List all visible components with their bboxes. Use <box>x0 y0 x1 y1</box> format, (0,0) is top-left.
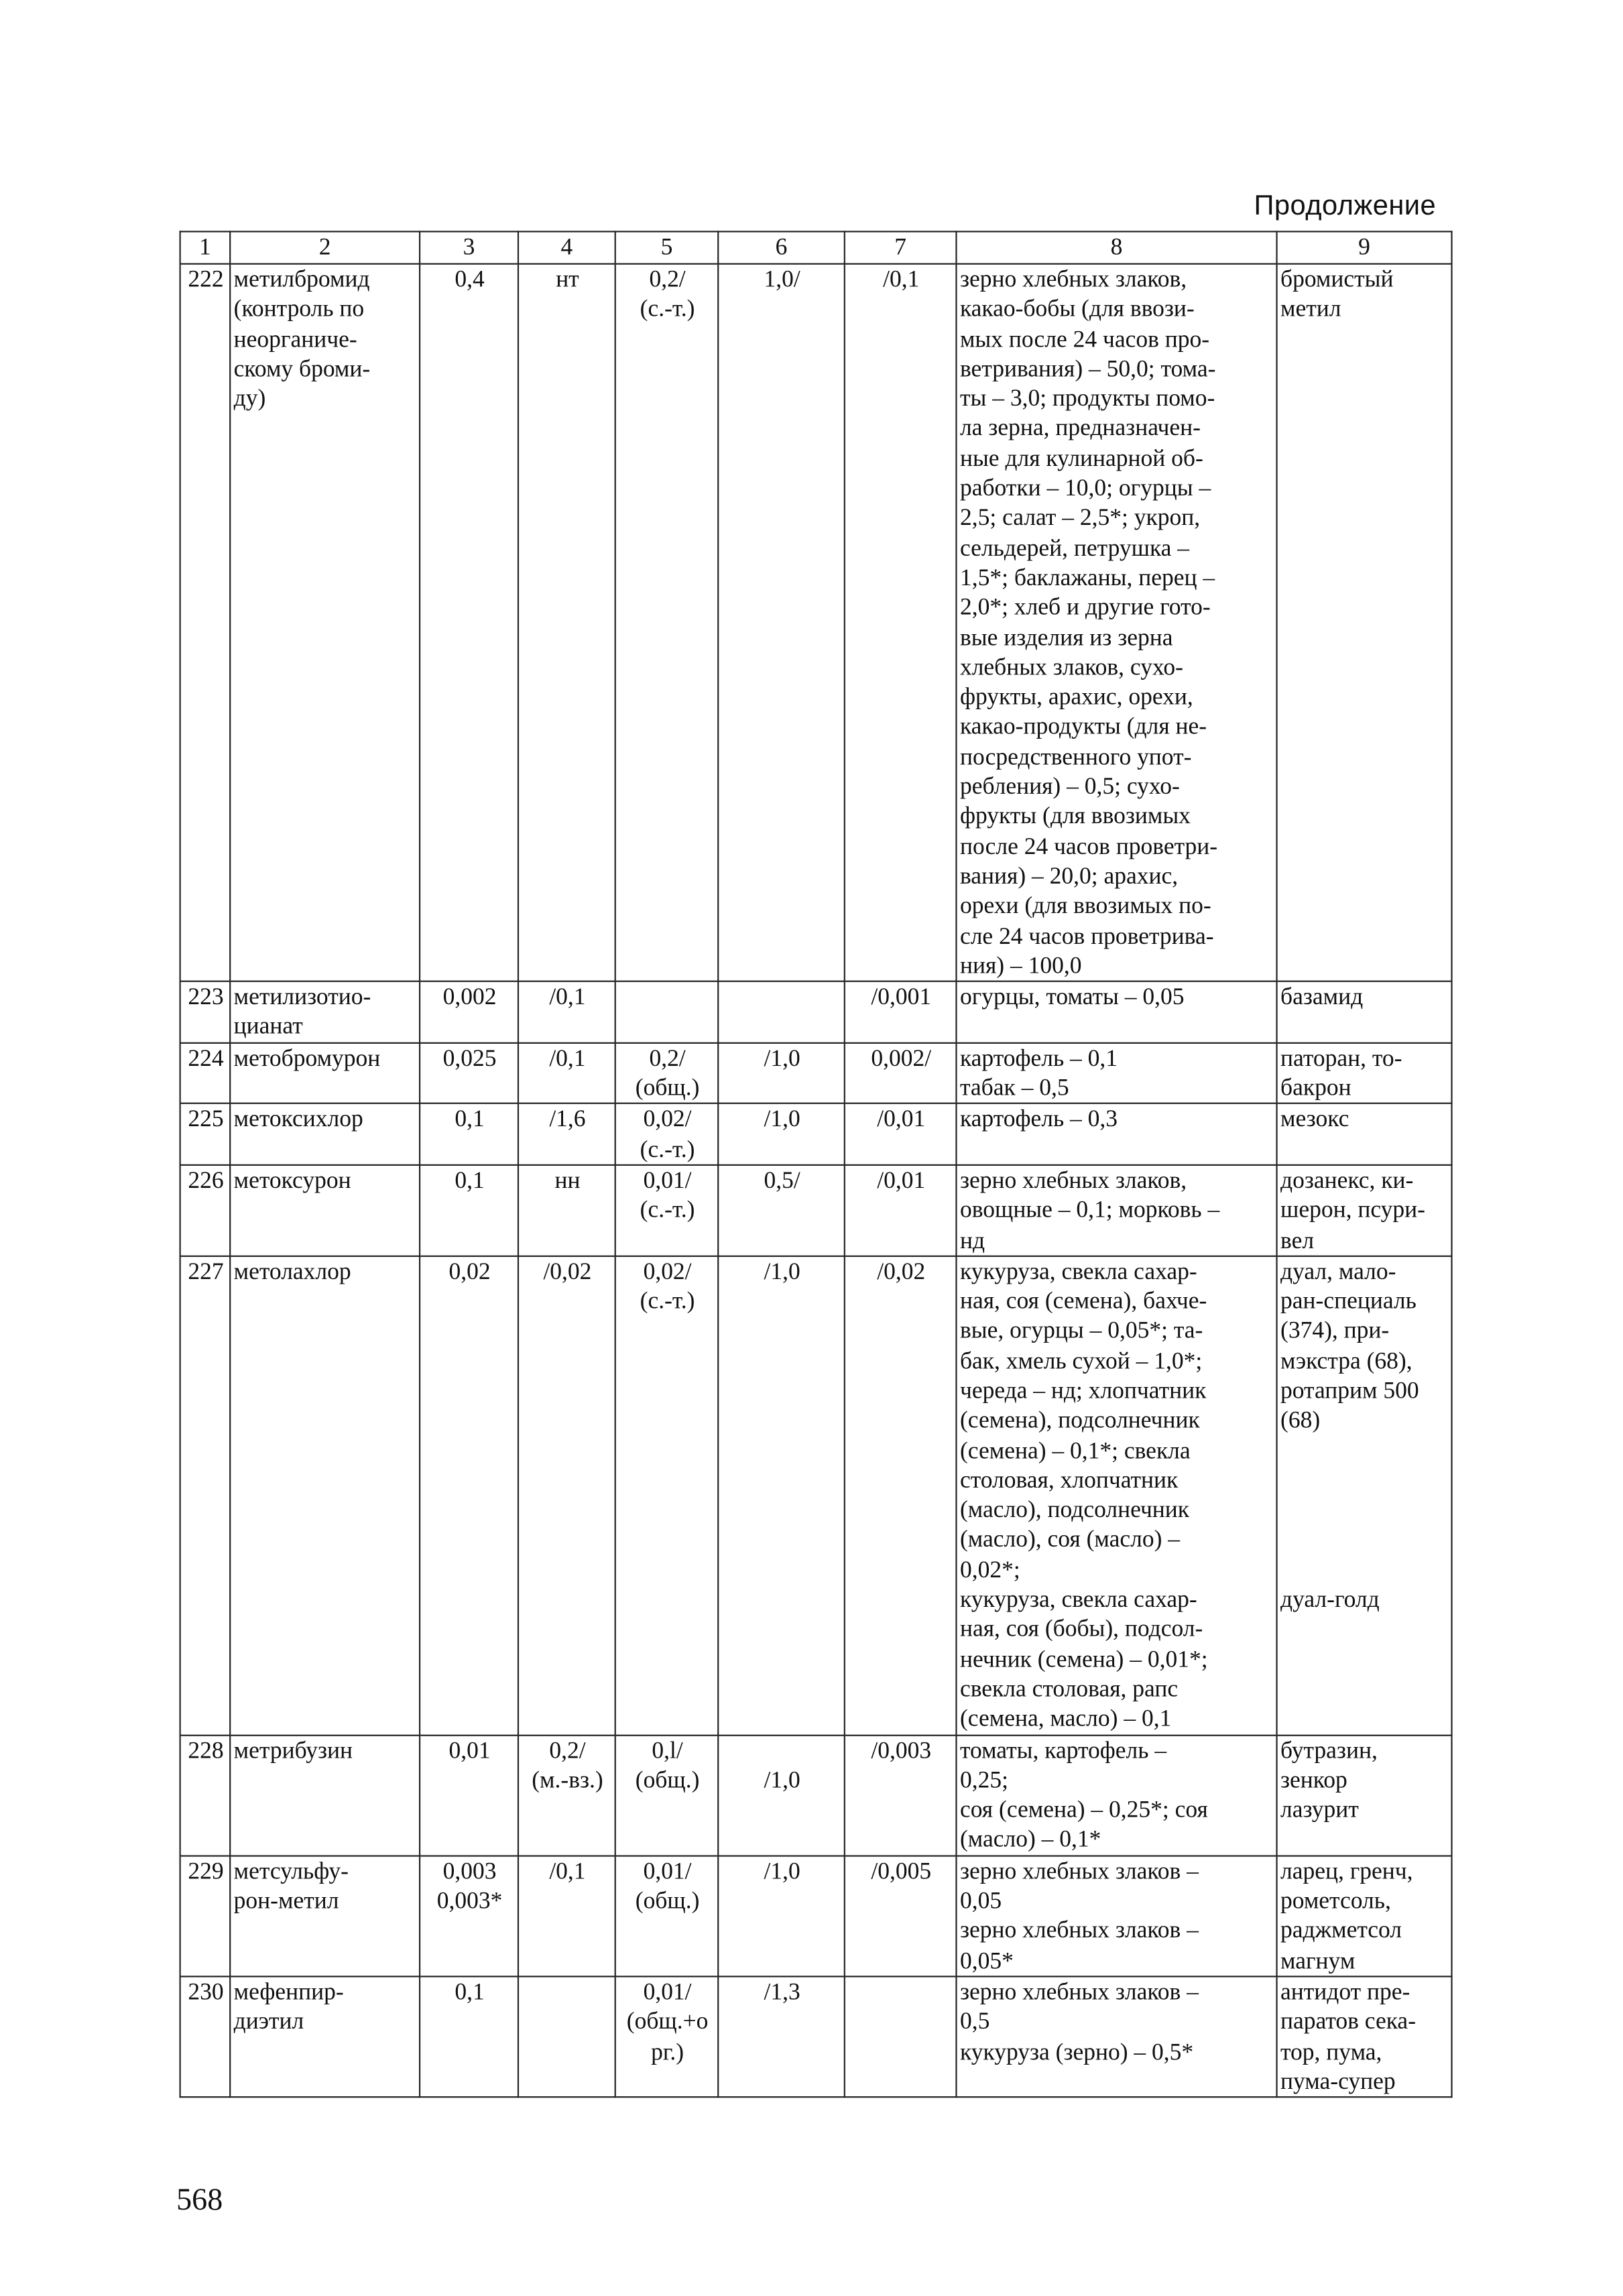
cell-preparations <box>1277 1856 1452 1976</box>
cell-text-line: /1,0 <box>764 1766 800 1793</box>
column-header: 8 <box>956 231 1276 263</box>
cell-text-line: (масло), подсолнечник <box>959 1496 1190 1524</box>
cell-text-line: /0,01 <box>877 1166 926 1194</box>
cell-text-line <box>722 1736 843 1766</box>
cell-text-line: мэкстра (68), <box>1280 1347 1412 1374</box>
cell-text-line: 0,05 <box>959 1887 1002 1915</box>
cell-col4 <box>518 1735 615 1856</box>
cell-text-line: /0,003 <box>871 1737 932 1764</box>
cell-text-line: /1,0 <box>764 1858 800 1884</box>
cell-text-line: свекла столовая, рапс <box>959 1675 1179 1703</box>
cell-text-line: нечник (семена) – 0,01*; <box>959 1646 1208 1673</box>
cell-text-line: ная, соя (бобы), подсол- <box>959 1616 1203 1643</box>
cell-text-line: 226 <box>188 1166 224 1194</box>
cell-text-line: 0,01 <box>448 1737 491 1764</box>
cell-col4 <box>518 1103 615 1164</box>
cell-substance-name <box>230 1165 420 1256</box>
cell-preparations <box>1277 1103 1452 1164</box>
cell-col5 <box>615 1976 719 2097</box>
cell-col6 <box>718 1735 845 1856</box>
cell-text-line: после 24 часов проветри- <box>959 833 1218 860</box>
cell-text-line: сле 24 часов проветрива- <box>959 922 1214 949</box>
cell-col3 <box>420 1165 518 1256</box>
cell-text-line: 0,002/ <box>871 1044 932 1072</box>
cell-text-line: (м.-вз.) <box>532 1766 603 1793</box>
cell-text-line: 0,4 <box>455 265 485 293</box>
cell-text-line: /0,02 <box>543 1258 592 1285</box>
table-row <box>180 1856 1452 1976</box>
cell-text-line: бутразин, <box>1280 1737 1378 1764</box>
cell-number <box>180 1976 231 2097</box>
cell-text-line: антидот пре- <box>1280 1978 1410 2005</box>
cell-text-line: 0,2/ <box>549 1737 586 1764</box>
cell-text-line: ла зерна, предназначен- <box>959 415 1201 442</box>
cell-text-line: лазурит <box>1280 1797 1359 1823</box>
cell-col5 <box>615 1042 719 1103</box>
cell-col6 <box>718 1165 845 1256</box>
cell-number <box>180 264 231 981</box>
pesticide-table <box>180 231 1453 2098</box>
cell-substance-name <box>230 264 420 981</box>
cell-text-line: 0,02/ <box>643 1105 692 1133</box>
cell-text-line: работки – 10,0; огурцы – <box>959 475 1211 501</box>
cell-products-mrl <box>956 264 1276 981</box>
cell-preparations <box>1277 1165 1452 1256</box>
cell-text-line: скому броми- <box>233 355 371 382</box>
cell-products-mrl <box>956 1103 1276 1164</box>
cell-text-line: ты – 3,0; продукты помо- <box>959 385 1215 412</box>
cell-text-line: 230 <box>188 1978 224 2005</box>
cell-text-line: (общ.) <box>635 1766 700 1793</box>
cell-text-line: зенкор <box>1280 1766 1347 1793</box>
cell-col6 <box>718 1256 845 1734</box>
cell-products-mrl <box>956 1735 1276 1856</box>
cell-text-line: пума-супер <box>1280 2067 1396 2095</box>
cell-text-line: диэтил <box>233 2008 304 2035</box>
cell-text-line: неорганиче- <box>233 325 357 353</box>
cell-text-line: 0,003 <box>442 1858 497 1884</box>
cell-col6 <box>718 264 845 981</box>
cell-substance-name <box>230 1256 420 1734</box>
cell-text-line: метилбромид <box>233 265 370 293</box>
cell-text-line: посредственного упот- <box>959 743 1192 770</box>
cell-col3 <box>420 1103 518 1164</box>
cell-number <box>180 981 231 1042</box>
cell-col7 <box>845 981 957 1042</box>
cell-text-line: магнум <box>1280 1947 1356 1974</box>
column-header: 7 <box>845 231 957 263</box>
cell-text-line: картофель – 0,3 <box>959 1105 1118 1133</box>
cell-text-line: метолахлор <box>233 1258 351 1285</box>
cell-text-line: 2,5; салат – 2,5*; укроп, <box>959 504 1201 532</box>
cell-col5 <box>615 1735 719 1856</box>
cell-text-line: (с.-т.) <box>640 1136 695 1162</box>
cell-text-line: столовая, хлопчатник <box>959 1467 1179 1494</box>
cell-text-line: ния) – 100,0 <box>959 952 1082 979</box>
cell-text-line: 0,025 <box>442 1044 497 1072</box>
cell-text-line: /1,6 <box>549 1105 586 1133</box>
table-row <box>180 1735 1452 1856</box>
cell-text-line: 0,02/ <box>643 1258 692 1285</box>
cell-substance-name <box>230 1042 420 1103</box>
cell-col6 <box>718 1976 845 2097</box>
cell-text-line: базамид <box>1280 983 1364 1010</box>
cell-col4 <box>518 1976 615 2097</box>
cell-text-line: зерно хлебных злаков – <box>959 1858 1199 1884</box>
cell-text-line: /1,0 <box>764 1258 800 1285</box>
cell-col6 <box>718 1042 845 1103</box>
cell-col5 <box>615 1856 719 1976</box>
cell-text-line: 1,0/ <box>764 265 800 293</box>
cell-col7 <box>845 1256 957 1734</box>
cell-col7 <box>845 264 957 981</box>
cell-text-line: паратов сека- <box>1280 2008 1417 2035</box>
cell-text-line: 0,01/ <box>643 1978 692 2005</box>
cell-text-line: рг.) <box>651 2038 684 2065</box>
cell-text-line: какао-продукты (для не- <box>959 713 1207 741</box>
cell-text-line: 225 <box>188 1105 224 1133</box>
cell-text-line: мезокс <box>1280 1105 1349 1133</box>
cell-text-line: ларец, гренч, <box>1280 1858 1413 1884</box>
cell-col7 <box>845 1856 957 1976</box>
cell-text-line: соя (семена) – 0,25*; соя <box>959 1797 1208 1823</box>
cell-text-line: 2,0*; хлеб и другие гото- <box>959 594 1211 621</box>
cell-text-line: (с.-т.) <box>640 1197 695 1223</box>
cell-text-line: зерно хлебных злаков, <box>959 265 1187 293</box>
cell-text-line: /1,0 <box>764 1105 800 1133</box>
cell-text-line: метрибузин <box>233 1737 353 1764</box>
cell-number <box>180 1103 231 1164</box>
cell-text-line: ная, соя (семена), бахче- <box>959 1288 1207 1315</box>
table-row <box>180 1256 1452 1734</box>
cell-col5 <box>615 1165 719 1256</box>
cell-text-line: мефенпир- <box>233 1978 344 2005</box>
cell-text-line <box>1280 1496 1449 1526</box>
cell-text-line: (семена) – 0,1*; свекла <box>959 1437 1191 1464</box>
cell-preparations <box>1277 1256 1452 1734</box>
cell-text-line: дозанекс, ки- <box>1280 1166 1414 1194</box>
cell-text-line: вел <box>1280 1226 1315 1254</box>
cell-text-line <box>1280 1436 1449 1466</box>
cell-text-line: паторан, то- <box>1280 1044 1402 1072</box>
cell-col3 <box>420 1042 518 1103</box>
cell-text-line: (масло) – 0,1* <box>959 1826 1101 1854</box>
cell-text-line: зерно хлебных злаков, <box>959 1166 1187 1194</box>
page-number: 568 <box>176 2181 223 2217</box>
cell-text-line: 0,5 <box>959 2008 990 2035</box>
cell-text-line: (контроль по <box>233 296 365 322</box>
cell-text-line: (общ.) <box>635 1887 700 1915</box>
cell-col5 <box>615 264 719 981</box>
cell-text-line: 228 <box>188 1737 224 1764</box>
cell-text-line: 0,002 <box>442 983 497 1010</box>
cell-text-line <box>1280 1555 1449 1585</box>
cell-substance-name <box>230 1856 420 1976</box>
table-row <box>180 981 1452 1042</box>
cell-text-line: цианат <box>233 1013 303 1040</box>
cell-text-line: 222 <box>188 265 224 293</box>
cell-text-line: /0,1 <box>549 1858 586 1884</box>
cell-text-line: 229 <box>188 1858 224 1884</box>
cell-text-line: 224 <box>188 1044 224 1072</box>
cell-text-line: (с.-т.) <box>640 1288 695 1315</box>
cell-text-line: 0,5/ <box>764 1166 800 1194</box>
cell-text-line: 0,l/ <box>652 1737 683 1764</box>
cell-text-line: раджметсол <box>1280 1917 1402 1944</box>
cell-text-line: овощные – 0,1; морковь – <box>959 1197 1220 1223</box>
column-header: 2 <box>230 231 420 263</box>
cell-text-line: /1,0 <box>764 1044 800 1072</box>
cell-text-line: вания) – 20,0; арахис, <box>959 863 1179 890</box>
cell-text-line: рометсоль, <box>1280 1887 1391 1915</box>
cell-col4 <box>518 1042 615 1103</box>
cell-text-line: 0,02*; <box>959 1556 1020 1583</box>
cell-col4 <box>518 1256 615 1734</box>
cell-col6 <box>718 981 845 1042</box>
cell-col3 <box>420 1735 518 1856</box>
cell-text-line: нд <box>959 1226 985 1254</box>
cell-text-line: (374), при- <box>1280 1317 1390 1345</box>
cell-col7 <box>845 1103 957 1164</box>
cell-text-line: /0,1 <box>549 983 586 1010</box>
cell-substance-name <box>230 981 420 1042</box>
cell-text-line: 223 <box>188 983 224 1010</box>
cell-text-line: бромистый <box>1280 265 1394 293</box>
cell-text-line: сельдерей, петрушка – <box>959 534 1190 561</box>
cell-text-line: 0,1 <box>455 1978 485 2005</box>
cell-text-line: метсульфу- <box>233 1858 349 1884</box>
column-header: 5 <box>615 231 719 263</box>
column-header: 3 <box>420 231 518 263</box>
cell-text-line: зерно хлебных злаков – <box>959 1978 1199 2005</box>
cell-text-line: 0,01/ <box>643 1858 692 1884</box>
cell-preparations <box>1277 981 1452 1042</box>
cell-products-mrl <box>956 981 1276 1042</box>
cell-text-line: тор, пума, <box>1280 2038 1382 2065</box>
cell-text-line: нн <box>554 1166 581 1194</box>
cell-text-line: (68) <box>1280 1407 1321 1434</box>
cell-text-line: (семена), подсолнечник <box>959 1407 1200 1434</box>
cell-text-line: зерно хлебных злаков – <box>959 1917 1199 1944</box>
cell-products-mrl <box>956 1856 1276 1976</box>
cell-text-line: вые изделия из зерна <box>959 624 1173 651</box>
cell-substance-name <box>230 1735 420 1856</box>
cell-text-line: метоксихлор <box>233 1105 363 1133</box>
cell-text-line: 0,05* <box>959 1947 1014 1974</box>
table-row <box>180 1103 1452 1164</box>
cell-text-line: какао-бобы (для ввози- <box>959 296 1195 322</box>
cell-text-line: 0,1 <box>455 1105 485 1133</box>
cell-text-line: томаты, картофель – <box>959 1737 1167 1764</box>
cell-col3 <box>420 1856 518 1976</box>
cell-text-line: /0,02 <box>877 1258 926 1285</box>
cell-text-line: ду) <box>233 385 266 412</box>
cell-number <box>180 1165 231 1256</box>
column-header: 4 <box>518 231 615 263</box>
cell-col7 <box>845 1042 957 1103</box>
cell-col5 <box>615 981 719 1042</box>
cell-text-line: вые, огурцы – 0,05*; та- <box>959 1317 1203 1345</box>
cell-text-line: (масло), соя (масло) – <box>959 1526 1181 1553</box>
cell-text-line: фрукты, арахис, орехи, <box>959 684 1193 711</box>
column-header: 1 <box>180 231 231 263</box>
cell-col6 <box>718 1103 845 1164</box>
cell-text-line: (с.-т.) <box>640 296 695 322</box>
cell-text-line: шерон, псури- <box>1280 1197 1425 1223</box>
cell-substance-name <box>230 1103 420 1164</box>
cell-text-line <box>1280 1465 1449 1496</box>
cell-text-line: /0,005 <box>871 1858 932 1884</box>
cell-col5 <box>615 1103 719 1164</box>
cell-col3 <box>420 264 518 981</box>
cell-text-line: 0,2/ <box>649 265 686 293</box>
table-header-row <box>180 231 1452 263</box>
cell-col4 <box>518 264 615 981</box>
cell-text-line: ветривания) – 50,0; тома- <box>959 355 1216 382</box>
cell-col3 <box>420 1256 518 1734</box>
cell-substance-name <box>230 1976 420 2097</box>
table-row <box>180 1042 1452 1103</box>
cell-text-line: метил <box>1280 296 1341 322</box>
cell-text-line: дуал-голд <box>1280 1586 1380 1613</box>
cell-text-line: огурцы, томаты – 0,05 <box>959 983 1185 1010</box>
cell-text-line: дуал, мало- <box>1280 1258 1396 1285</box>
cell-preparations <box>1277 264 1452 981</box>
table-row <box>180 1165 1452 1256</box>
cell-col7 <box>845 1735 957 1856</box>
cell-col4 <box>518 1856 615 1976</box>
cell-text-line: ран-специаль <box>1280 1288 1417 1315</box>
table-row <box>180 1976 1452 2097</box>
cell-text-line: (семена, масло) – 0,1 <box>959 1705 1172 1732</box>
cell-text-line: 1,5*; баклажаны, перец – <box>959 564 1215 591</box>
cell-text-line: орехи (для ввозимых по- <box>959 892 1211 920</box>
cell-text-line: череда – нд; хлопчатник <box>959 1377 1207 1404</box>
cell-products-mrl <box>956 1042 1276 1103</box>
cell-text-line: кукуруза, свекла сахар- <box>959 1258 1197 1285</box>
cell-products-mrl <box>956 1165 1276 1256</box>
cell-col7 <box>845 1165 957 1256</box>
cell-text-line: 0,2/ <box>649 1044 686 1072</box>
cell-text-line: бак, хмель сухой – 1,0*; <box>959 1347 1203 1374</box>
cell-text-line: метобромурон <box>233 1044 381 1072</box>
cell-text-line <box>1280 1525 1449 1555</box>
cell-col6 <box>718 1856 845 1976</box>
cell-col3 <box>420 1976 518 2097</box>
cell-text-line: 0,003* <box>436 1887 503 1915</box>
cell-col5 <box>615 1256 719 1734</box>
cell-text-line: нт <box>556 265 579 293</box>
cell-text-line: 0,25; <box>959 1766 1008 1793</box>
cell-text-line: /0,01 <box>877 1105 926 1133</box>
cell-text-line: (общ.) <box>635 1075 700 1101</box>
cell-text-line: /1,3 <box>764 1978 800 2005</box>
cell-text-line: 0,01/ <box>643 1166 692 1194</box>
cell-text-line: рон-метил <box>233 1887 339 1915</box>
cell-number <box>180 1735 231 1856</box>
cell-text-line: /0,001 <box>871 983 932 1010</box>
cell-preparations <box>1277 1735 1452 1856</box>
cell-text-line: бакрон <box>1280 1075 1351 1101</box>
cell-text-line: 0,1 <box>455 1166 485 1194</box>
cell-text-line: метилизотио- <box>233 983 371 1010</box>
cell-preparations <box>1277 1976 1452 2097</box>
cell-col3 <box>420 981 518 1042</box>
cell-number <box>180 1042 231 1103</box>
cell-text-line: табак – 0,5 <box>959 1075 1069 1101</box>
cell-text-line: ребления) – 0,5; сухо- <box>959 773 1180 800</box>
cell-text-line: хлебных злаков, сухо- <box>959 654 1183 681</box>
cell-text-line: метоксурон <box>233 1166 351 1194</box>
cell-preparations <box>1277 1042 1452 1103</box>
cell-text-line: картофель – 0,1 <box>959 1044 1118 1072</box>
cell-text-line: /0,1 <box>549 1044 586 1072</box>
cell-text-line: фрукты (для ввозимых <box>959 803 1191 830</box>
cell-products-mrl <box>956 1976 1276 2097</box>
cell-text-line: кукуруза, свекла сахар- <box>959 1586 1197 1613</box>
cell-text-line: (общ.+о <box>626 2008 709 2035</box>
column-header: 9 <box>1277 231 1452 263</box>
cell-text-line: 227 <box>188 1258 224 1285</box>
cell-products-mrl <box>956 1256 1276 1734</box>
cell-col4 <box>518 981 615 1042</box>
cell-text-line: ные для кулинарной об- <box>959 444 1203 472</box>
column-header: 6 <box>718 231 845 263</box>
cell-text-line: ротаприм 500 <box>1280 1377 1419 1404</box>
cell-text-line: кукуруза (зерно) – 0,5* <box>959 2038 1194 2065</box>
cell-col7 <box>845 1976 957 2097</box>
table-row <box>180 264 1452 981</box>
cell-number <box>180 1856 231 1976</box>
cell-text-line: мых после 24 часов про- <box>959 325 1210 353</box>
cell-text-line: /0,1 <box>883 265 920 293</box>
continuation-label: Продолжение <box>1254 191 1437 223</box>
cell-number <box>180 1256 231 1734</box>
cell-text-line: 0,02 <box>448 1258 491 1285</box>
cell-col4 <box>518 1165 615 1256</box>
